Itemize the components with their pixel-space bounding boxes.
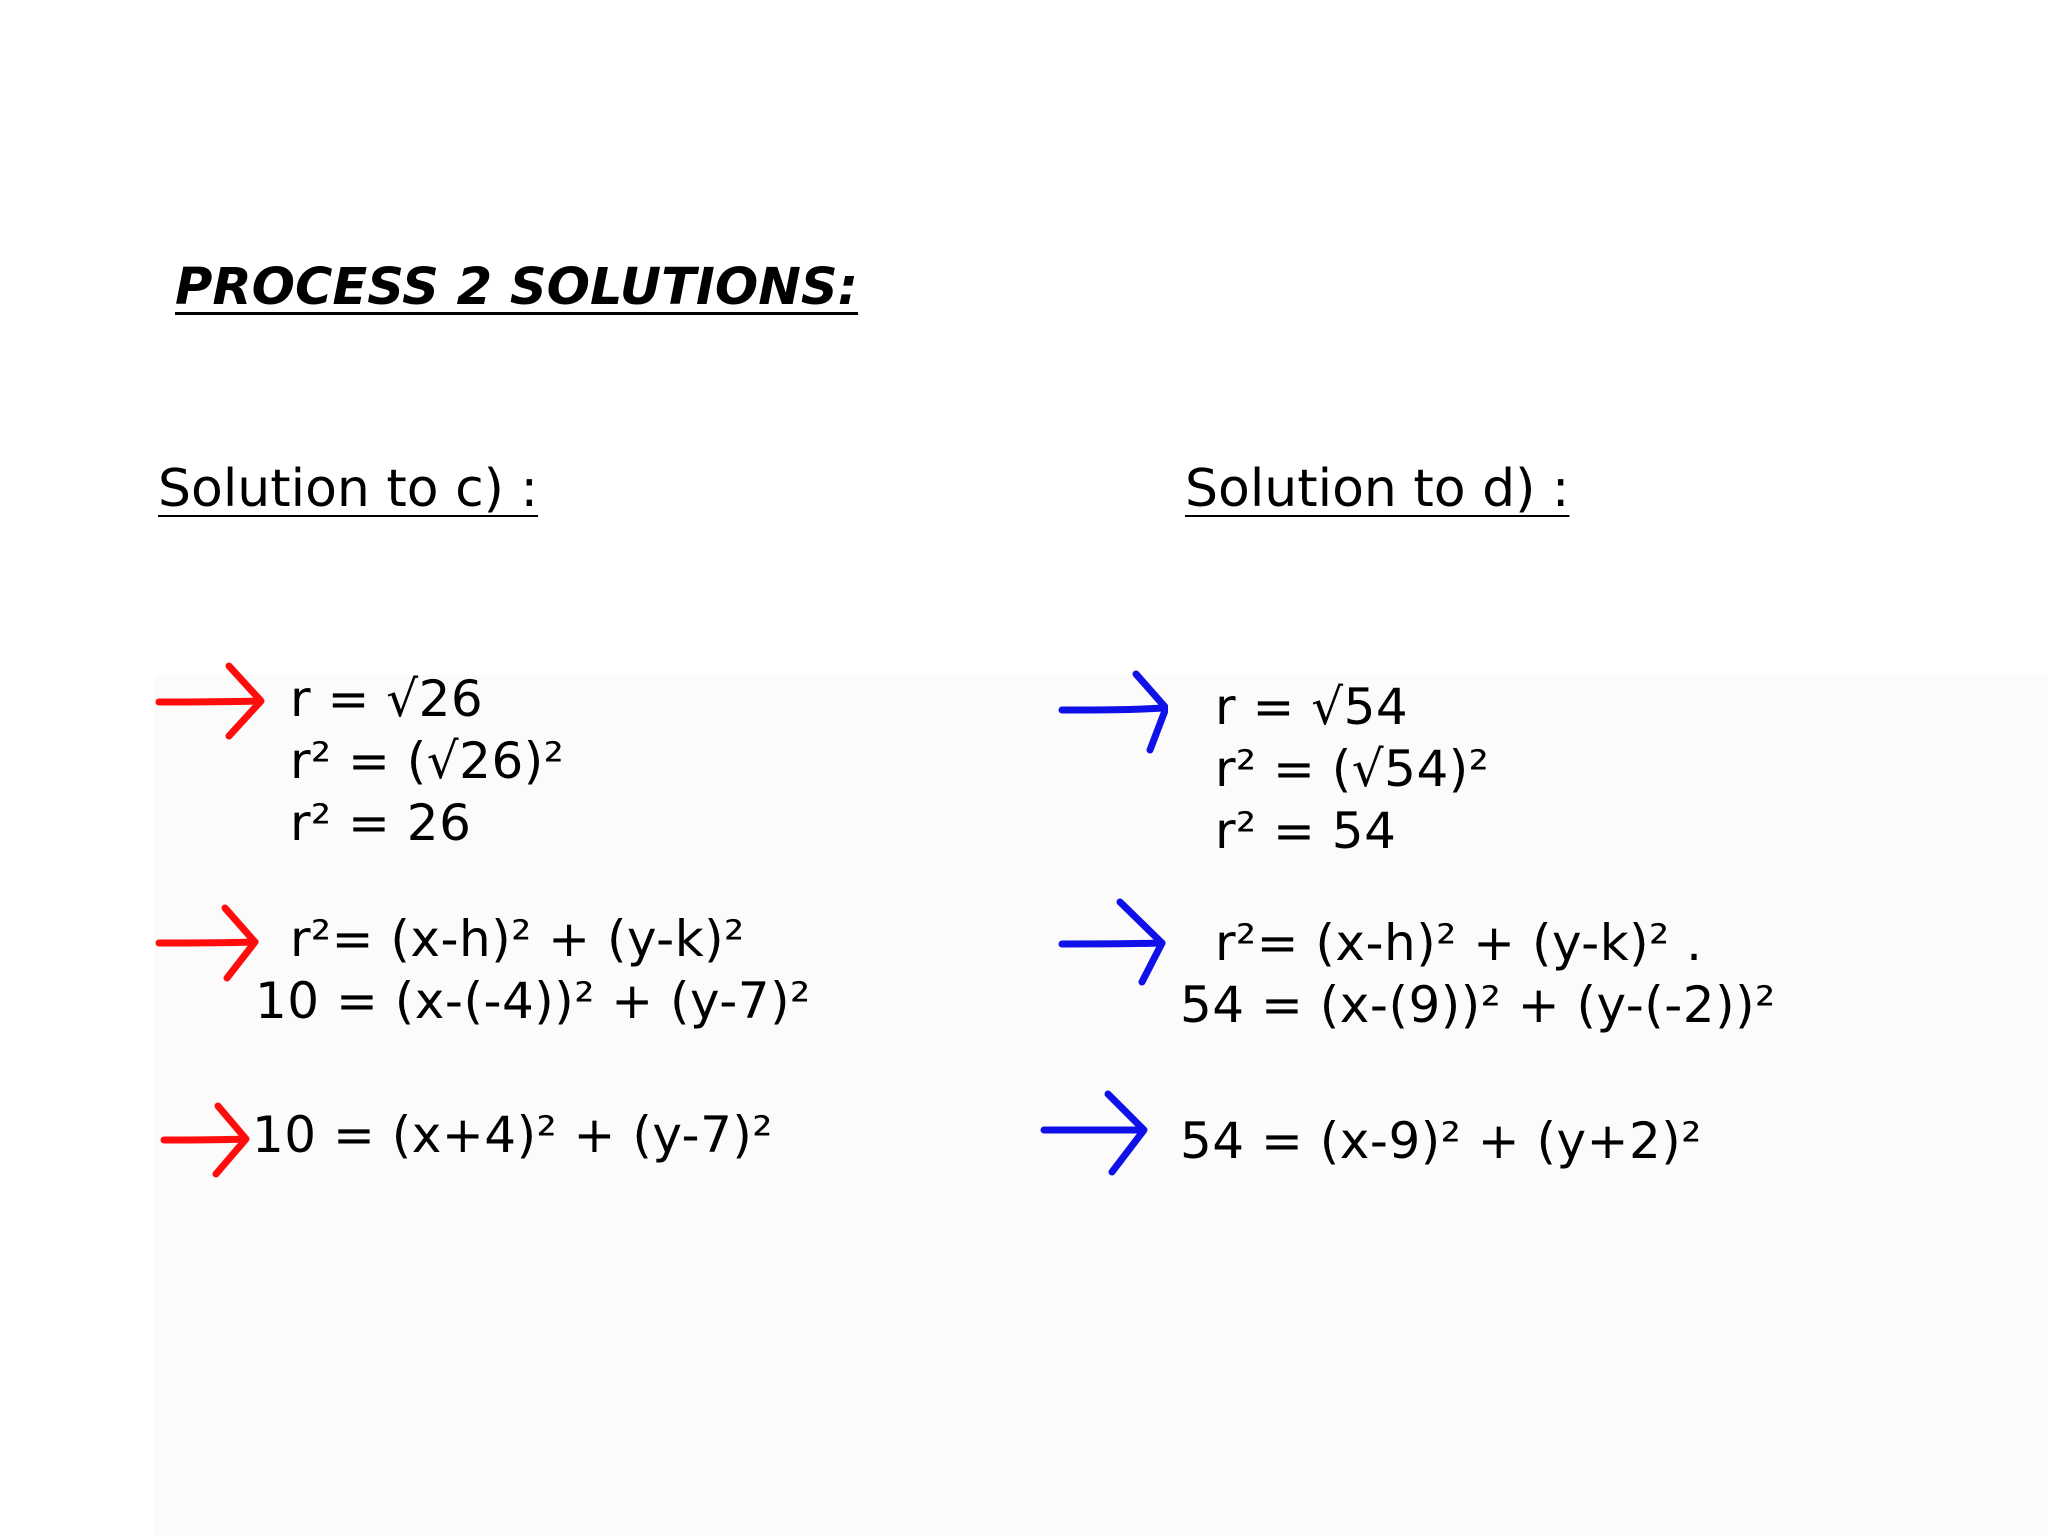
blue-arrow-icon — [1040, 1088, 1150, 1178]
equation-line: 10 = (x-(-4))² + (y-7)² — [255, 972, 811, 1030]
equation-line: r² = 26 — [290, 794, 472, 852]
solution-d-heading: Solution to d) : — [1185, 459, 1570, 519]
equation-line: r²= (x-h)² + (y-k)² — [290, 910, 745, 968]
equation-line: r²= (x-h)² + (y-k)² . — [1215, 914, 1703, 972]
solution-c-heading: Solution to c) : — [158, 459, 539, 519]
equation-line: 54 = (x-9)² + (y+2)² — [1180, 1112, 1702, 1170]
blue-arrow-icon — [1058, 898, 1168, 988]
equation-line: r = √54 — [1215, 678, 1409, 736]
equation-line: r² = 54 — [1215, 802, 1397, 860]
page-title: PROCESS 2 SOLUTIONS: — [175, 258, 859, 317]
equation-line: r² = (√26)² — [290, 732, 565, 790]
red-arrow-icon — [155, 658, 265, 748]
blue-arrow-icon — [1058, 666, 1168, 756]
equation-line: r² = (√54)² — [1215, 740, 1490, 798]
equation-line: 54 = (x-(9))² + (y-(-2))² — [1180, 976, 1776, 1034]
equation-line: r = √26 — [290, 670, 484, 728]
red-arrow-icon — [155, 898, 265, 988]
equation-line: 10 = (x+4)² + (y-7)² — [252, 1106, 773, 1164]
